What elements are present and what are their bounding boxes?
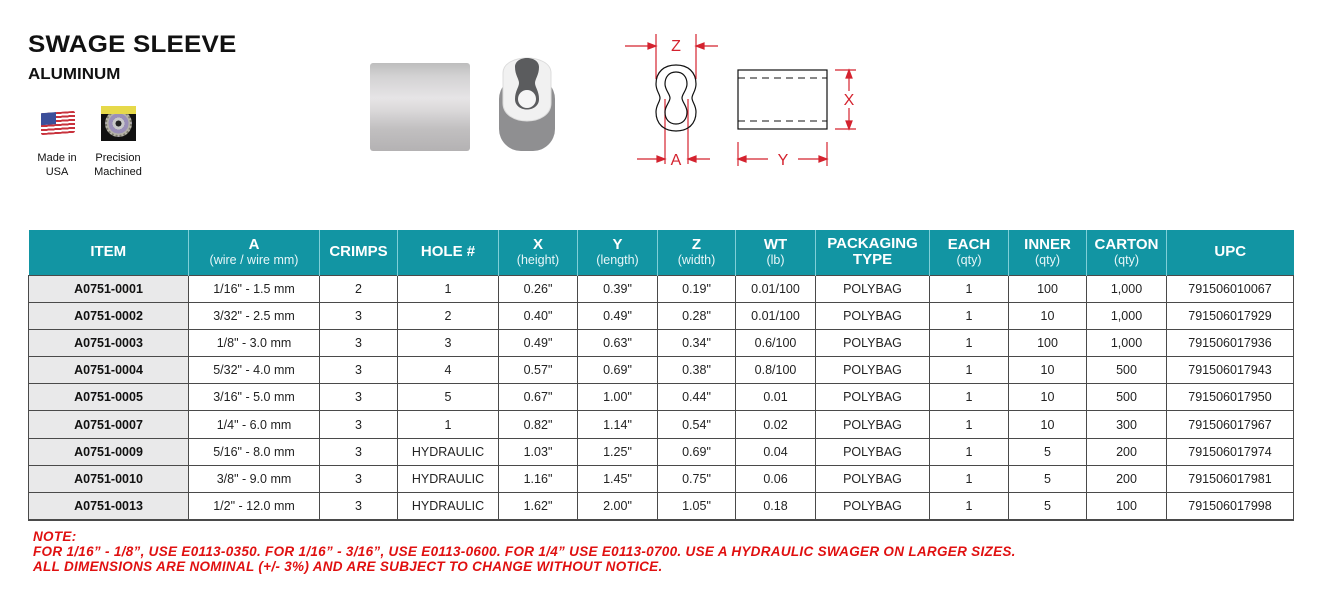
cell-item: A0751-0002 bbox=[29, 302, 189, 329]
cell-item: A0751-0013 bbox=[29, 493, 189, 520]
cell-weight: 0.01/100 bbox=[736, 275, 816, 302]
cell-wire-size: 3/16" - 5.0 mm bbox=[189, 384, 320, 411]
dimension-diagram bbox=[620, 34, 860, 169]
cell-x-height: 0.67" bbox=[499, 384, 578, 411]
column-header-inner: INNER (qty) bbox=[1009, 230, 1087, 275]
cell-hole: 3 bbox=[398, 329, 499, 356]
table-row bbox=[29, 384, 1294, 411]
table-row bbox=[29, 493, 1294, 520]
cell-each-qty: 1 bbox=[930, 465, 1009, 492]
cell-upc: 791506010067 bbox=[1167, 275, 1294, 302]
cell-item: A0751-0001 bbox=[29, 275, 189, 302]
cell-item: A0751-0005 bbox=[29, 384, 189, 411]
cell-upc: 791506017981 bbox=[1167, 465, 1294, 492]
notes-line: ALL DIMENSIONS ARE NOMINAL (+/- 3%) AND ARE SUBJECT TO CHANGE WITHOUT NOTICE. bbox=[33, 559, 663, 574]
notes-heading: NOTE: bbox=[33, 529, 77, 544]
badge-label-line: USA bbox=[45, 166, 69, 178]
cell-carton-qty: 500 bbox=[1087, 357, 1167, 384]
cell-z-width: 1.05" bbox=[658, 493, 736, 520]
cell-inner-qty: 100 bbox=[1009, 275, 1087, 302]
product-title: SWAGE SLEEVE bbox=[28, 31, 237, 58]
cell-weight: 0.02 bbox=[736, 411, 816, 438]
cell-z-width: 0.38" bbox=[658, 357, 736, 384]
table-body bbox=[29, 275, 1294, 520]
cell-packaging: POLYBAG bbox=[816, 384, 930, 411]
cell-upc: 791506017936 bbox=[1167, 329, 1294, 356]
cell-z-width: 0.44" bbox=[658, 384, 736, 411]
cell-hole: HYDRAULIC bbox=[398, 493, 499, 520]
cell-inner-qty: 10 bbox=[1009, 302, 1087, 329]
cell-weight: 0.18 bbox=[736, 493, 816, 520]
dimension-label-a: A bbox=[670, 152, 682, 169]
cell-z-width: 0.75" bbox=[658, 465, 736, 492]
cell-wire-size: 3/8" - 9.0 mm bbox=[189, 465, 320, 492]
column-header-hole: HOLE # bbox=[398, 230, 499, 275]
cell-upc: 791506017974 bbox=[1167, 438, 1294, 465]
table-row bbox=[29, 465, 1294, 492]
cell-hole: 5 bbox=[398, 384, 499, 411]
cell-wire-size: 3/32" - 2.5 mm bbox=[189, 302, 320, 329]
precision-machined-badge bbox=[88, 106, 148, 179]
cell-inner-qty: 5 bbox=[1009, 493, 1087, 520]
cell-carton-qty: 1,000 bbox=[1087, 302, 1167, 329]
badge-label-line: Precision bbox=[95, 152, 141, 164]
column-header-crimps: CRIMPS bbox=[320, 230, 398, 275]
cell-weight: 0.06 bbox=[736, 465, 816, 492]
column-header-upc: UPC bbox=[1167, 230, 1294, 275]
cell-packaging: POLYBAG bbox=[816, 465, 930, 492]
cell-carton-qty: 200 bbox=[1087, 465, 1167, 492]
column-header-item: ITEM bbox=[29, 230, 189, 275]
cell-x-height: 1.62" bbox=[499, 493, 578, 520]
cell-hole: 1 bbox=[398, 275, 499, 302]
cell-x-height: 0.40" bbox=[499, 302, 578, 329]
notes-line: FOR 1/16” - 1/8”, USE E0113-0350. FOR 1/16” - 3/16”, USE E0113-0600. FOR 1/4” USE E0113-0700. USE A HYDRAULIC SWAGER ON LARGER SIZES. bbox=[33, 544, 1016, 559]
table-row bbox=[29, 329, 1294, 356]
cell-x-height: 0.57" bbox=[499, 357, 578, 384]
cell-y-length: 0.49" bbox=[578, 302, 658, 329]
cell-packaging: POLYBAG bbox=[816, 438, 930, 465]
cell-crimps: 3 bbox=[320, 384, 398, 411]
table-row bbox=[29, 438, 1294, 465]
cell-carton-qty: 300 bbox=[1087, 411, 1167, 438]
cell-carton-qty: 1,000 bbox=[1087, 329, 1167, 356]
cell-hole: 2 bbox=[398, 302, 499, 329]
product-material: ALUMINUM bbox=[28, 66, 121, 83]
cell-packaging: POLYBAG bbox=[816, 357, 930, 384]
cell-y-length: 0.39" bbox=[578, 275, 658, 302]
cell-z-width: 0.54" bbox=[658, 411, 736, 438]
dimension-label-x: X bbox=[843, 92, 855, 109]
cell-each-qty: 1 bbox=[930, 411, 1009, 438]
cell-hole: 1 bbox=[398, 411, 499, 438]
cell-inner-qty: 5 bbox=[1009, 465, 1087, 492]
cell-weight: 0.01/100 bbox=[736, 302, 816, 329]
cell-item: A0751-0009 bbox=[29, 438, 189, 465]
sleeve-end-photo bbox=[497, 47, 557, 153]
cell-z-width: 0.28" bbox=[658, 302, 736, 329]
cell-weight: 0.01 bbox=[736, 384, 816, 411]
cell-hole: HYDRAULIC bbox=[398, 438, 499, 465]
spec-table bbox=[28, 230, 1294, 521]
cell-packaging: POLYBAG bbox=[816, 329, 930, 356]
cell-y-length: 1.14" bbox=[578, 411, 658, 438]
cell-each-qty: 1 bbox=[930, 357, 1009, 384]
column-header-a: A (wire / wire mm) bbox=[189, 230, 320, 275]
cell-each-qty: 1 bbox=[930, 384, 1009, 411]
cell-x-height: 0.82" bbox=[499, 411, 578, 438]
precision-gear-icon bbox=[100, 106, 136, 138]
cell-packaging: POLYBAG bbox=[816, 302, 930, 329]
cell-each-qty: 1 bbox=[930, 438, 1009, 465]
cell-wire-size: 1/4" - 6.0 mm bbox=[189, 411, 320, 438]
cell-inner-qty: 10 bbox=[1009, 357, 1087, 384]
cell-each-qty: 1 bbox=[930, 329, 1009, 356]
cell-wire-size: 1/2" - 12.0 mm bbox=[189, 493, 320, 520]
cell-crimps: 3 bbox=[320, 465, 398, 492]
cell-upc: 791506017998 bbox=[1167, 493, 1294, 520]
sleeve-side-photo bbox=[370, 63, 470, 151]
badge-label bbox=[27, 151, 87, 179]
cell-upc: 791506017950 bbox=[1167, 384, 1294, 411]
column-header-wt: WT (lb) bbox=[736, 230, 816, 275]
usa-flag-icon bbox=[39, 106, 75, 138]
cell-crimps: 3 bbox=[320, 357, 398, 384]
cell-hole: 4 bbox=[398, 357, 499, 384]
cell-item: A0751-0004 bbox=[29, 357, 189, 384]
cell-wire-size: 5/32" - 4.0 mm bbox=[189, 357, 320, 384]
cell-each-qty: 1 bbox=[930, 275, 1009, 302]
cell-inner-qty: 100 bbox=[1009, 329, 1087, 356]
column-header-x: X (height) bbox=[499, 230, 578, 275]
cell-weight: 0.04 bbox=[736, 438, 816, 465]
cell-x-height: 1.03" bbox=[499, 438, 578, 465]
cell-y-length: 0.63" bbox=[578, 329, 658, 356]
table-row bbox=[29, 275, 1294, 302]
cell-crimps: 3 bbox=[320, 438, 398, 465]
cell-carton-qty: 500 bbox=[1087, 384, 1167, 411]
column-header-packaging: PACKAGING TYPE bbox=[816, 230, 930, 275]
cell-item: A0751-0007 bbox=[29, 411, 189, 438]
cell-x-height: 0.49" bbox=[499, 329, 578, 356]
cell-upc: 791506017929 bbox=[1167, 302, 1294, 329]
table-row bbox=[29, 411, 1294, 438]
cell-upc: 791506017943 bbox=[1167, 357, 1294, 384]
cell-weight: 0.8/100 bbox=[736, 357, 816, 384]
cell-item: A0751-0010 bbox=[29, 465, 189, 492]
cell-crimps: 2 bbox=[320, 275, 398, 302]
cell-packaging: POLYBAG bbox=[816, 275, 930, 302]
cell-z-width: 0.34" bbox=[658, 329, 736, 356]
cell-y-length: 1.00" bbox=[578, 384, 658, 411]
column-header-z: Z (width) bbox=[658, 230, 736, 275]
cell-each-qty: 1 bbox=[930, 302, 1009, 329]
cell-packaging: POLYBAG bbox=[816, 493, 930, 520]
badge-label-line: Made in bbox=[37, 152, 77, 164]
dimension-label-y: Y bbox=[777, 152, 789, 169]
cell-carton-qty: 1,000 bbox=[1087, 275, 1167, 302]
cell-weight: 0.6/100 bbox=[736, 329, 816, 356]
cell-inner-qty: 10 bbox=[1009, 384, 1087, 411]
cell-inner-qty: 10 bbox=[1009, 411, 1087, 438]
cell-carton-qty: 100 bbox=[1087, 493, 1167, 520]
table-row bbox=[29, 357, 1294, 384]
column-header-each: EACH (qty) bbox=[930, 230, 1009, 275]
cell-item: A0751-0003 bbox=[29, 329, 189, 356]
cell-each-qty: 1 bbox=[930, 493, 1009, 520]
cell-packaging: POLYBAG bbox=[816, 411, 930, 438]
cell-crimps: 3 bbox=[320, 493, 398, 520]
column-header-carton: CARTON (qty) bbox=[1087, 230, 1167, 275]
badge-label bbox=[88, 151, 148, 179]
cell-crimps: 3 bbox=[320, 302, 398, 329]
cell-hole: HYDRAULIC bbox=[398, 465, 499, 492]
cell-crimps: 3 bbox=[320, 329, 398, 356]
cell-wire-size: 5/16" - 8.0 mm bbox=[189, 438, 320, 465]
dimension-label-z: Z bbox=[671, 38, 681, 55]
cell-z-width: 0.69" bbox=[658, 438, 736, 465]
cell-inner-qty: 5 bbox=[1009, 438, 1087, 465]
cell-upc: 791506017967 bbox=[1167, 411, 1294, 438]
cell-y-length: 0.69" bbox=[578, 357, 658, 384]
cell-y-length: 1.25" bbox=[578, 438, 658, 465]
column-header-y: Y (length) bbox=[578, 230, 658, 275]
cell-wire-size: 1/16" - 1.5 mm bbox=[189, 275, 320, 302]
badge-label-line: Machined bbox=[94, 166, 142, 178]
cell-wire-size: 1/8" - 3.0 mm bbox=[189, 329, 320, 356]
made-in-usa-badge bbox=[27, 106, 87, 179]
notes bbox=[33, 529, 1016, 574]
cell-x-height: 0.26" bbox=[499, 275, 578, 302]
cell-crimps: 3 bbox=[320, 411, 398, 438]
cell-z-width: 0.19" bbox=[658, 275, 736, 302]
cell-carton-qty: 200 bbox=[1087, 438, 1167, 465]
table-header-row bbox=[29, 230, 1294, 275]
table-row bbox=[29, 302, 1294, 329]
cell-x-height: 1.16" bbox=[499, 465, 578, 492]
cell-y-length: 1.45" bbox=[578, 465, 658, 492]
cell-y-length: 2.00" bbox=[578, 493, 658, 520]
